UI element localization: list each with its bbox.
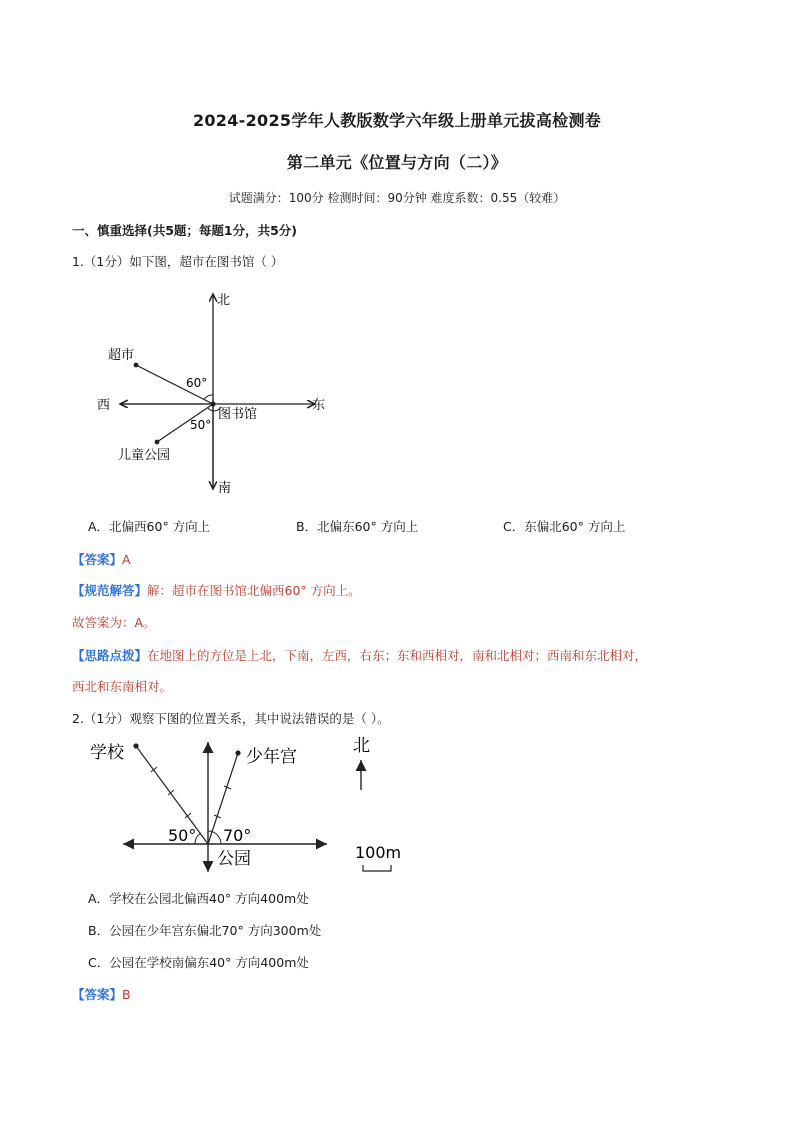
q1-hint-continuation: 西北和东南相对。 xyxy=(72,679,173,694)
south-label: 南 xyxy=(218,481,232,496)
youth-palace-point xyxy=(235,750,240,755)
q1-direction-diagram xyxy=(90,284,350,499)
q1-conclusion: 故答案为：A。 xyxy=(72,615,156,630)
solution-tag: 【规范解答】 xyxy=(72,583,148,598)
exam-meta: 试题满分：100分 检测时间：90分钟 难度系数：0.55（较难） xyxy=(228,191,566,205)
scale-bar xyxy=(363,865,391,871)
north-label: 北 xyxy=(217,293,231,308)
answer-value: B xyxy=(122,987,131,1002)
school-point xyxy=(133,743,138,748)
angle-60-label: 60° xyxy=(186,376,208,390)
page-title: 2024-2025学年人教版数学六年级上册单元拔高检测卷 xyxy=(192,111,602,130)
hint-tag: 【思路点拨】 xyxy=(72,648,148,663)
q2-answer-line xyxy=(72,985,131,1003)
q2-option-c[interactable]: C．公园在学校南偏东40° 方向400m处 xyxy=(88,955,309,970)
q1-stem: 1.（1分）如下图，超市在图书馆（ ） xyxy=(72,254,284,269)
q2-option-a[interactable]: A．学校在公园北偏西40° 方向400m处 xyxy=(88,891,309,906)
angle-arc-top xyxy=(204,395,213,400)
q2-park-label: 公园 xyxy=(217,849,251,869)
q2-angle-50-label: 50° xyxy=(168,826,197,845)
q1-answer-line xyxy=(72,550,131,568)
q1-option-a[interactable]: A．北偏西60° 方向上 xyxy=(88,519,211,534)
park-point xyxy=(155,440,160,445)
hint-text: 在地图上的方位是上北，下南，左西，右东；东和西相对，南和北相对；西南和东北相对， xyxy=(147,648,648,663)
answer-tag: 【答案】 xyxy=(72,987,123,1002)
section-heading: 一、慎重选择(共5题；每题1分，共5分) xyxy=(72,223,298,238)
park-label: 儿童公园 xyxy=(118,448,171,463)
library-point xyxy=(210,401,215,406)
q2-position-diagram xyxy=(85,732,415,882)
q2-north-label: 北 xyxy=(353,736,370,756)
answer-tag: 【答案】 xyxy=(72,552,123,567)
q1-hint-line xyxy=(72,646,647,664)
library-label: 图书馆 xyxy=(218,407,258,422)
page-subtitle: 第二单元《位置与方向（二）》 xyxy=(286,153,508,172)
q1-solution-line xyxy=(72,581,361,599)
youth-palace-label: 少年宫 xyxy=(246,747,297,767)
q2-stem: 2.（1分）观察下图的位置关系，其中说法错误的是（ ）。 xyxy=(72,711,390,726)
east-label: 东 xyxy=(312,398,326,413)
answer-value: A xyxy=(122,552,131,567)
angle-50-label: 50° xyxy=(190,418,212,432)
q1-option-c[interactable]: C．东偏北60° 方向上 xyxy=(503,519,626,534)
west-label: 西 xyxy=(97,398,111,413)
q2-angle-70-label: 70° xyxy=(223,826,252,845)
supermarket-point xyxy=(134,363,139,368)
school-label: 学校 xyxy=(90,743,124,763)
q1-option-b[interactable]: B．北偏东60° 方向上 xyxy=(296,519,419,534)
q2-option-b[interactable]: B．公园在少年宫东偏北70° 方向300m处 xyxy=(88,923,322,938)
scale-label: 100m xyxy=(355,843,402,862)
supermarket-label: 超市 xyxy=(108,348,135,363)
solution-text: 解：超市在图书馆北偏西60° 方向上。 xyxy=(147,583,361,598)
